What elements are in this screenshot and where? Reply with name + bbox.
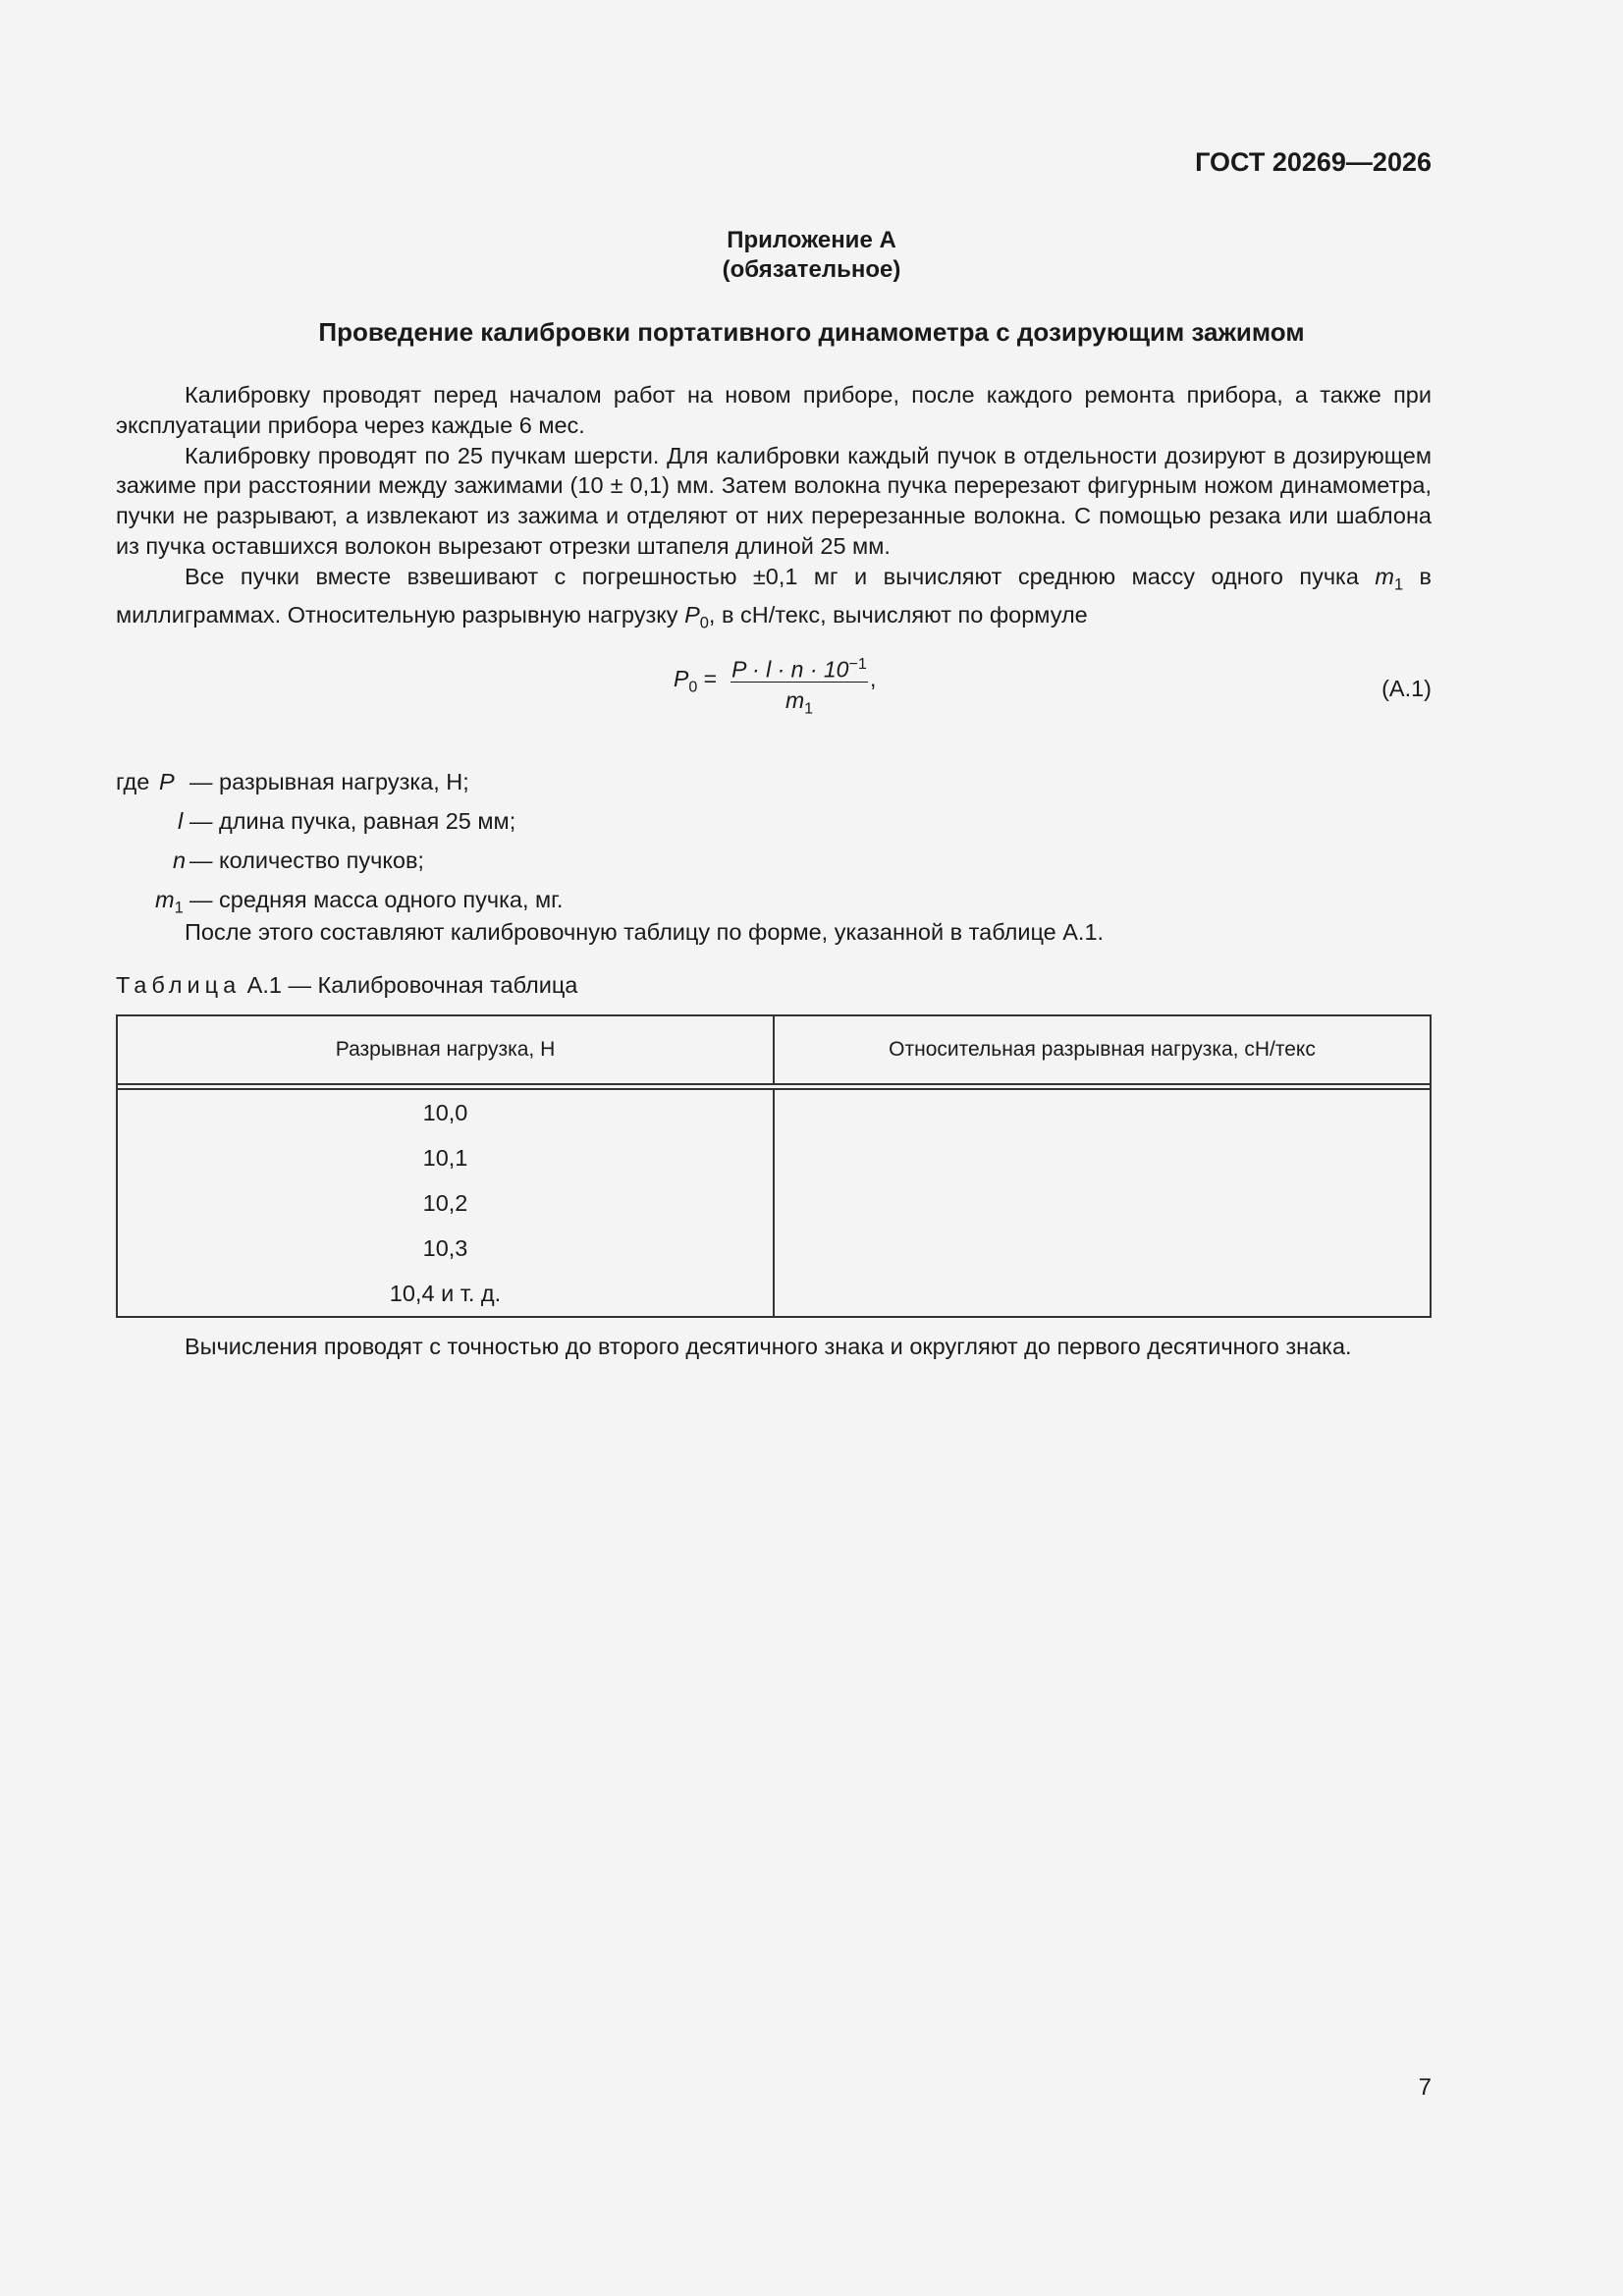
formula-fraction bbox=[730, 648, 868, 716]
table-caption-word: Таблица bbox=[116, 972, 242, 998]
symbol-m-sub: 1 bbox=[1393, 575, 1404, 594]
where-symbol-sub: 1 bbox=[174, 899, 184, 917]
table-row bbox=[117, 1089, 1431, 1135]
formula-lhs bbox=[674, 666, 717, 697]
paragraph-3-part-a: Все пучки вместе взвешивают с погрешностью ±0,1 мг и вычисляют среднюю массу одного пучка bbox=[185, 563, 1376, 589]
where-prefix: где bbox=[116, 769, 150, 794]
annex-title-line1: Приложение А bbox=[727, 227, 896, 253]
table-cell: 10,3 bbox=[117, 1226, 774, 1271]
section-title: Проведение калибровки портативного динамометра с дозирующим зажимом bbox=[318, 317, 1305, 347]
paragraph-1: Калибровку проводят перед началом работ на новом приборе, после каждого ремонта прибора, а также при эксплуатации прибора через каждые 6 мес. bbox=[116, 382, 1432, 438]
body-text bbox=[116, 380, 1432, 639]
formula-number: (А.1) bbox=[1381, 676, 1432, 701]
closing-text: Вычисления проводят с точностью до второго десятичного знака и округляют до первого десятичного знака. bbox=[185, 1334, 1352, 1359]
annex-title bbox=[0, 226, 1623, 285]
symbol-p-sub: 0 bbox=[699, 614, 709, 632]
paragraph-3-part-b: в миллиграммах. Относительную разрывную нагрузку bbox=[116, 563, 1433, 629]
formula-denominator-symbol: m bbox=[784, 687, 805, 713]
page-number: 7 bbox=[1418, 2074, 1432, 2101]
where-item bbox=[116, 801, 516, 841]
formula-denominator-sub: 1 bbox=[804, 699, 814, 718]
formula-numerator-sup: −1 bbox=[848, 655, 867, 673]
table-row bbox=[117, 1135, 1431, 1180]
formula-lhs-symbol: P bbox=[674, 666, 689, 691]
table-header-row bbox=[117, 1015, 1431, 1084]
formula-numerator-text: P · l · n · 10 bbox=[731, 656, 849, 683]
where-item bbox=[116, 762, 469, 801]
table-cell: 10,0 bbox=[117, 1089, 774, 1135]
paragraph-3-part-c: , в сН/текс, вычисляют по формуле bbox=[708, 602, 1088, 629]
where-symbol-text: n bbox=[173, 847, 187, 873]
table-cell: 10,4 и т. д. bbox=[117, 1271, 774, 1317]
formula bbox=[674, 648, 909, 727]
calibration-table bbox=[116, 1014, 1432, 1318]
table-row bbox=[117, 1226, 1431, 1271]
symbol-m: m bbox=[1375, 563, 1394, 589]
annex-title-line2: (обязательное) bbox=[722, 256, 901, 283]
where-symbol-text: m bbox=[155, 887, 175, 912]
where-desc: — разрывная нагрузка, Н; bbox=[189, 769, 469, 794]
table-cell: 10,2 bbox=[117, 1180, 774, 1226]
table-cell: 10,1 bbox=[117, 1135, 774, 1180]
where-item bbox=[116, 880, 564, 919]
formula-lhs-sub: 0 bbox=[688, 678, 698, 696]
where-symbol-text: l bbox=[178, 808, 184, 834]
table-cell-empty bbox=[774, 1135, 1431, 1180]
formula-comma: , bbox=[870, 666, 877, 691]
paragraph-2: Калибровку проводят по 25 пучкам шерсти. Для калибровки каждый пучок в отдельности дозируют в дозирующем зажиме при расстоянии между зажимами (10 ± 0,1) мм. Затем волокна пучка перерезают фигурным ножом динамометра, пучки не разрывают, а извлекают из зажима и отделяют от них перерезанные волокна. С помощью резака или шаблона из пучка оставшихся волокон вырезают отрезки штапеля длиной 25 мм. bbox=[116, 442, 1432, 559]
where-desc: — средняя масса одного пучка, мг. bbox=[189, 887, 564, 912]
where-list bbox=[116, 762, 564, 919]
symbol-p: P bbox=[684, 602, 700, 629]
where-desc: — количество пучков; bbox=[189, 847, 424, 873]
formula-numerator bbox=[730, 648, 868, 683]
table-cell-empty bbox=[774, 1180, 1431, 1226]
table-row bbox=[117, 1271, 1431, 1317]
table-cell-empty bbox=[774, 1089, 1431, 1135]
table-header-cell: Разрывная нагрузка, Н bbox=[117, 1015, 774, 1084]
where-symbol bbox=[159, 762, 175, 810]
after-where-text: После этого составляют калибровочную таблицу по форме, указанной в таблице А.1. bbox=[185, 919, 1105, 945]
table-caption-rest: А.1 — Калибровочная таблица bbox=[241, 972, 578, 998]
table-header-cell: Относительная разрывная нагрузка, сН/текс bbox=[774, 1015, 1431, 1084]
where-desc: — длина пучка, равная 25 мм; bbox=[189, 808, 516, 834]
document-id: ГОСТ 20269—2026 bbox=[1195, 147, 1432, 177]
table-cell-empty bbox=[774, 1271, 1431, 1317]
table-cell-empty bbox=[774, 1226, 1431, 1271]
where-item bbox=[116, 841, 424, 880]
paragraph-3 bbox=[116, 562, 1432, 639]
table-row bbox=[117, 1180, 1431, 1226]
formula-equals: = bbox=[697, 666, 718, 691]
formula-denominator bbox=[730, 684, 868, 716]
where-symbol-text: P bbox=[159, 769, 175, 794]
table-caption bbox=[116, 972, 577, 999]
